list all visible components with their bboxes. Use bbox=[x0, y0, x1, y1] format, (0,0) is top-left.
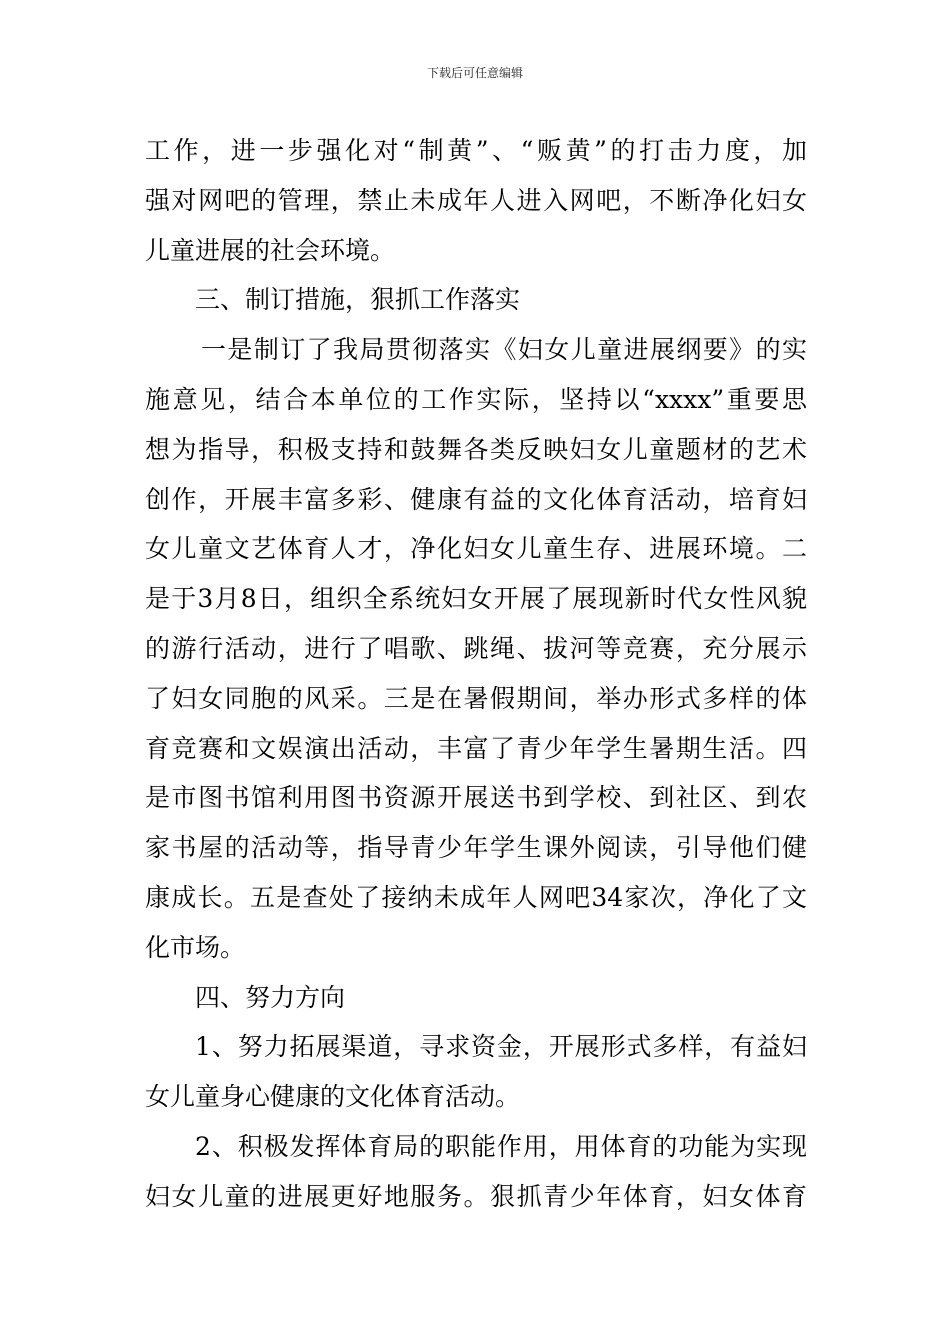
body-line: 是于3月8日，组织全系统妇女开展了展现新时代女性风貌 bbox=[145, 584, 807, 614]
body-line: 是市图书馆利用图书资源开展送书到学校、到社区、到农 bbox=[145, 783, 807, 813]
body-line: 康成长。五是查处了接纳未成年人网吧34家次，净化了文 bbox=[145, 882, 807, 912]
body-line: 了妇女同胞的风采。三是在暑假期间，举办形式多样的体 bbox=[145, 683, 807, 713]
page-header: 下载后可任意编辑 bbox=[426, 66, 523, 80]
section-heading: 三、制订措施，狠抓工作落实 bbox=[195, 285, 521, 315]
body-line: 化市场。 bbox=[145, 932, 246, 962]
body-line: 想为指导，积极支持和鼓舞各类反映妇女儿童题材的艺术 bbox=[145, 434, 807, 464]
body-line: 工作，进一步强化对“制黄”、“贩黄”的打击力度，加 bbox=[145, 136, 807, 165]
body-line: 2、积极发挥体育局的职能作用，用体育的功能为实现 bbox=[195, 1131, 807, 1161]
body-line: 施意见，结合本单位的工作实际，坚持以“xxxx”重要思 bbox=[145, 384, 807, 414]
section-heading: 四、努力方向 bbox=[195, 982, 346, 1012]
body-line: 1、努力拓展渠道，寻求资金，开展形式多样，有益妇 bbox=[195, 1032, 807, 1062]
body-line: 女儿童文艺体育人才，净化妇女儿童生存、进展环境。二 bbox=[145, 534, 807, 564]
body-line: 妇女儿童的进展更好地服务。狠抓青少年体育，妇女体育 bbox=[145, 1181, 807, 1211]
body-line: 的游行活动，进行了唱歌、跳绳、拔河等竞赛，充分展示 bbox=[145, 633, 807, 663]
body-line: 女儿童身心健康的文化体育活动。 bbox=[145, 1082, 521, 1112]
document-body bbox=[145, 126, 807, 1222]
body-line: 创作，开展丰富多彩、健康有益的文化体育活动，培育妇 bbox=[145, 484, 807, 514]
body-line: 育竞赛和文娱演出活动，丰富了青少年学生暑期生活。四 bbox=[145, 733, 807, 763]
body-line: 家书屋的活动等，指导青少年学生课外阅读，引导他们健 bbox=[145, 833, 807, 863]
body-line: 强对网吧的管理，禁止未成年人进入网吧，不断净化妇女 bbox=[145, 185, 807, 215]
body-line: 一是制订了我局贯彻落实《妇女儿童进展纲要》的实 bbox=[201, 335, 807, 365]
body-line: 儿童进展的社会环境。 bbox=[145, 235, 396, 265]
